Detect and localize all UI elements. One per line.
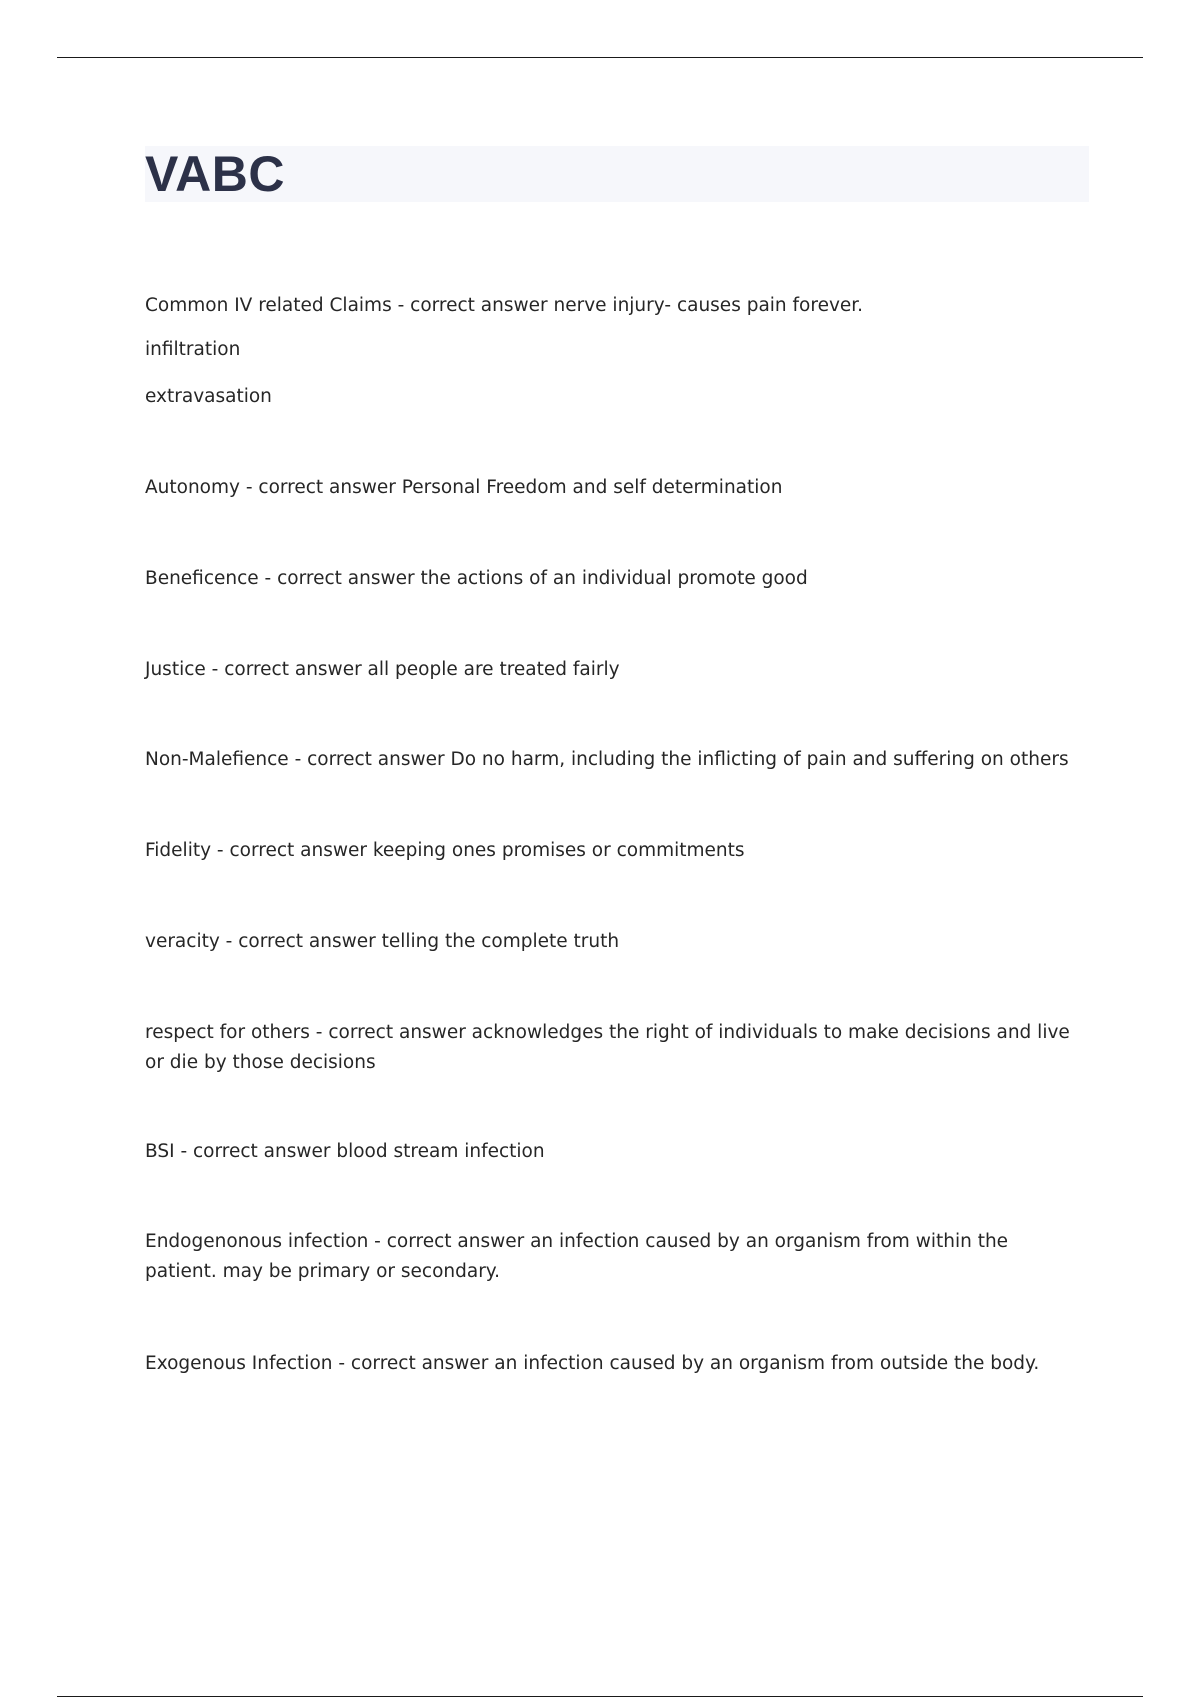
paragraph-extravasation: extravasation <box>145 386 272 407</box>
paragraph-autonomy: Autonomy - correct answer Personal Freedom and self determination <box>145 477 783 498</box>
paragraph-veracity: veracity - correct answer telling the complete truth <box>145 931 620 952</box>
paragraph-justice: Justice - correct answer all people are treated fairly <box>145 659 620 680</box>
document-title: VABC <box>145 146 285 202</box>
paragraph-beneficence: Beneficence - correct answer the actions of an individual promote good <box>145 568 808 589</box>
footer-rule <box>57 1696 1143 1697</box>
paragraph-non-malefience: Non-Malefience - correct answer Do no harm, including the inflicting of pain and suffering on others <box>145 749 1069 770</box>
paragraph-exogenous-infection: Exogenous Infection - correct answer an infection caused by an organism from outside the body. <box>145 1353 1040 1374</box>
paragraph-bsi: BSI - correct answer blood stream infection <box>145 1141 545 1162</box>
paragraph-respect-for-others: respect for others - correct answer acknowledges the right of individuals to make decisions and live or die by those decisions <box>145 1022 1070 1073</box>
header-rule <box>57 57 1143 58</box>
paragraph-fidelity: Fidelity - correct answer keeping ones promises or commitments <box>145 840 745 861</box>
title-band <box>145 146 1089 202</box>
paragraph-endogenonous-infection: Endogenonous infection - correct answer an infection caused by an organism from within the patient. may be primary or secondary. <box>145 1231 1009 1282</box>
paragraph-common-iv-claims: Common IV related Claims - correct answer nerve injury- causes pain forever. <box>145 295 864 316</box>
paragraph-infiltration: infiltration <box>145 339 241 360</box>
